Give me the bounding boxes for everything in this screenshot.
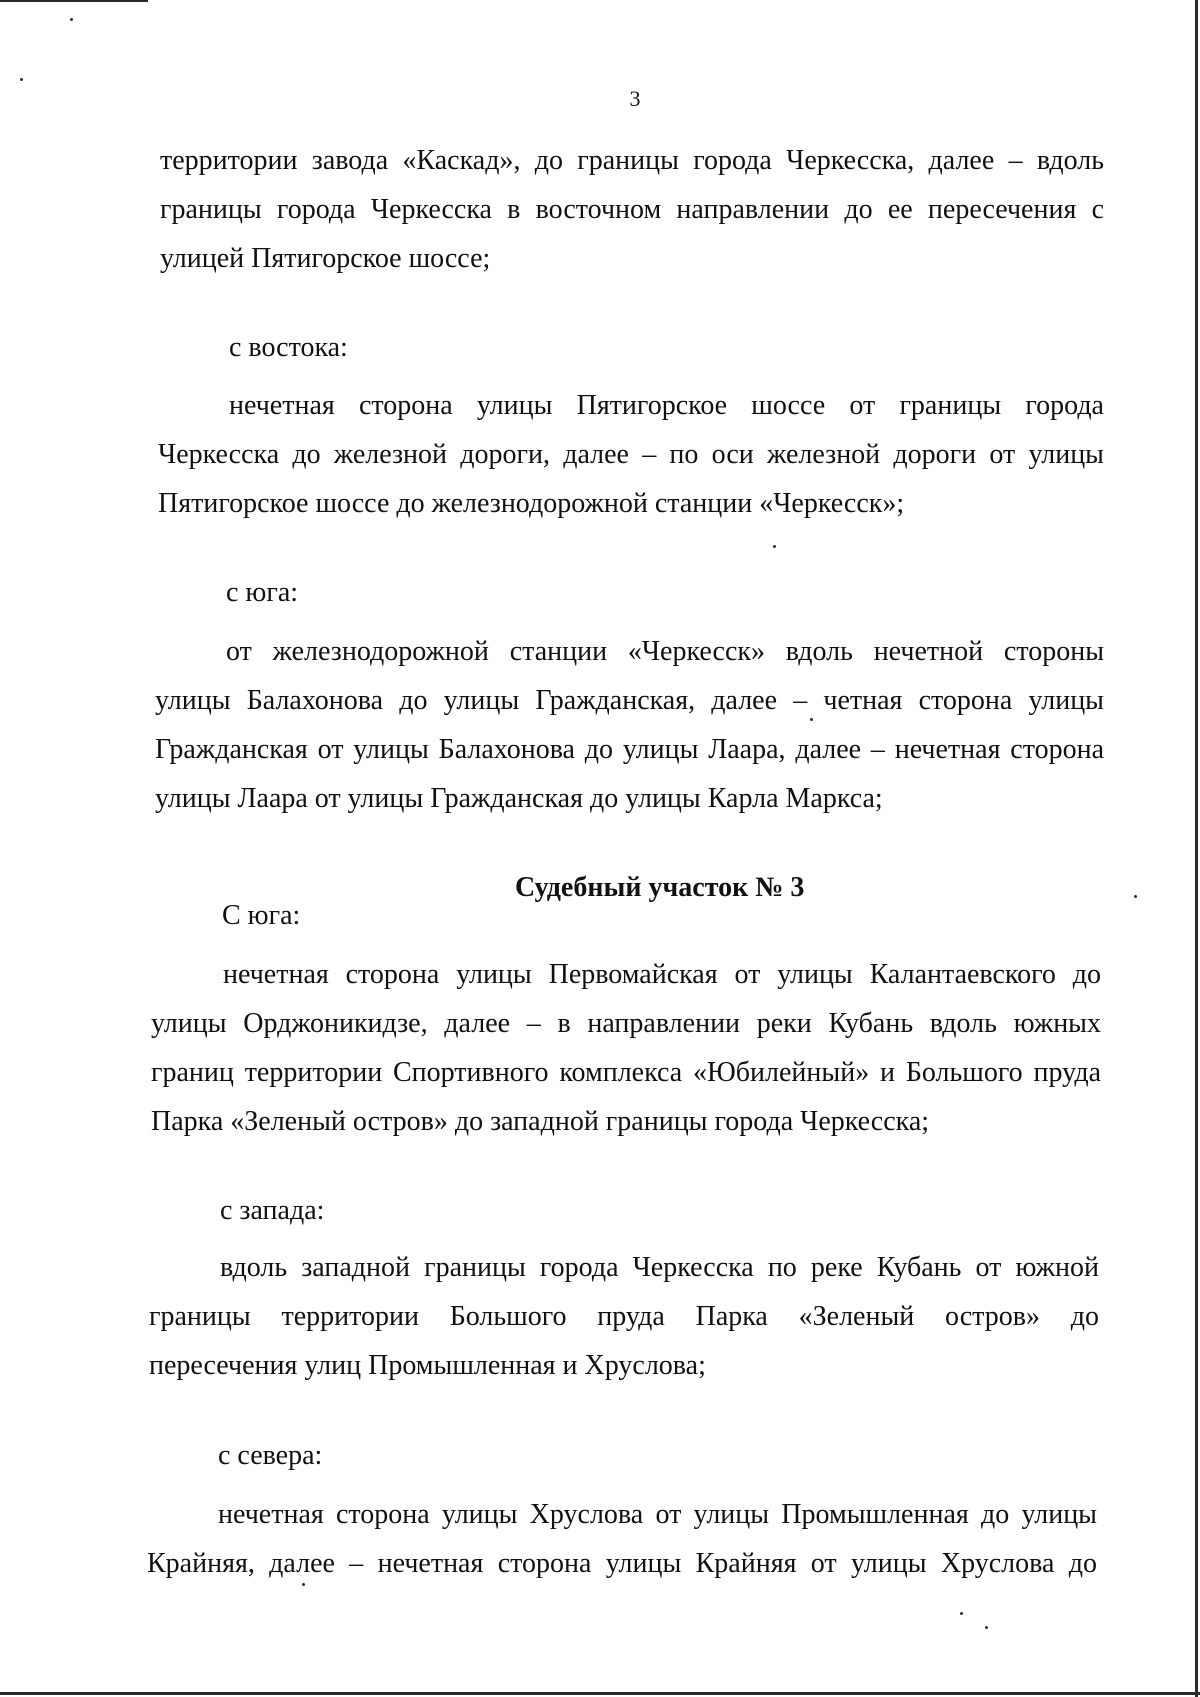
text-line: Гражданская от улицы Балахонова до улицы Лаара, далее – нечетная сторона	[155, 734, 1104, 765]
text-line: от железнодорожной станции «Черкесск» вдоль нечетной стороны	[226, 636, 1104, 667]
scan-edge-top	[0, 0, 148, 2]
section-title: Судебный участок № 3	[515, 872, 805, 903]
scan-speck	[773, 545, 776, 548]
scan-speck	[1134, 895, 1137, 898]
scan-edge-bottom	[0, 1692, 1200, 1695]
paragraph-east	[158, 381, 1104, 528]
paragraph-north	[147, 1490, 1097, 1588]
paragraph-section3-south	[151, 950, 1101, 1146]
label-east: с востока:	[229, 332, 348, 363]
text-line: пересечения улиц Промышленная и Хруслова;	[149, 1350, 706, 1381]
paragraph-boundary-north	[160, 136, 1104, 283]
paragraph-west	[149, 1243, 1099, 1390]
scan-speck	[70, 18, 73, 21]
text-line: улицы Орджоникидзе, далее – в направлении реки Кубань вдоль южных	[151, 1008, 1101, 1039]
paragraph-south	[155, 627, 1104, 823]
scan-speck	[985, 1626, 988, 1629]
scan-speck	[20, 78, 23, 81]
label-north: с севера:	[218, 1440, 323, 1471]
text-line: улицы Лаара от улицы Гражданская до улицы Карла Маркса;	[155, 783, 883, 814]
text-line: улицей Пятигорское шоссе;	[160, 243, 491, 274]
text-line: нечетная сторона улицы Первомайская от улицы Калантаевского до	[223, 959, 1101, 990]
text-line: территории завода «Каскад», до границы города Черкесска, далее – вдоль	[160, 145, 1104, 176]
label-south: с юга:	[226, 577, 299, 608]
scan-speck	[960, 1612, 963, 1615]
text-line: Крайняя, далее – нечетная сторона улицы Крайняя от улицы Хруслова до	[147, 1548, 1097, 1579]
text-line: границы территории Большого пруда Парка «Зеленый остров» до	[149, 1301, 1099, 1332]
text-line: улицы Балахонова до улицы Гражданская, далее – четная сторона улицы	[155, 685, 1104, 716]
text-line: Черкесска до железной дороги, далее – по оси железной дороги от улицы	[158, 439, 1104, 470]
page-number: 3	[629, 86, 641, 111]
text-line: нечетная сторона улицы Пятигорское шоссе от границы города	[229, 390, 1104, 421]
text-line: границы города Черкесска в восточном направлении до ее пересечения с	[160, 194, 1104, 225]
text-line: Пятигорское шоссе до железнодорожной станции «Черкесск»;	[158, 488, 905, 519]
label-south-section3: С юга:	[222, 900, 301, 931]
label-west: с запада:	[220, 1195, 325, 1226]
text-line: нечетная сторона улицы Хруслова от улицы Промышленная до улицы	[218, 1499, 1097, 1530]
text-line: границ территории Спортивного комплекса «Юбилейный» и Большого пруда	[151, 1057, 1101, 1088]
text-line: Парка «Зеленый остров» до западной границы города Черкесска;	[151, 1106, 930, 1137]
text-line: вдоль западной границы города Черкесска по реке Кубань от южной	[220, 1252, 1099, 1283]
scan-edge-right	[1195, 0, 1198, 1697]
